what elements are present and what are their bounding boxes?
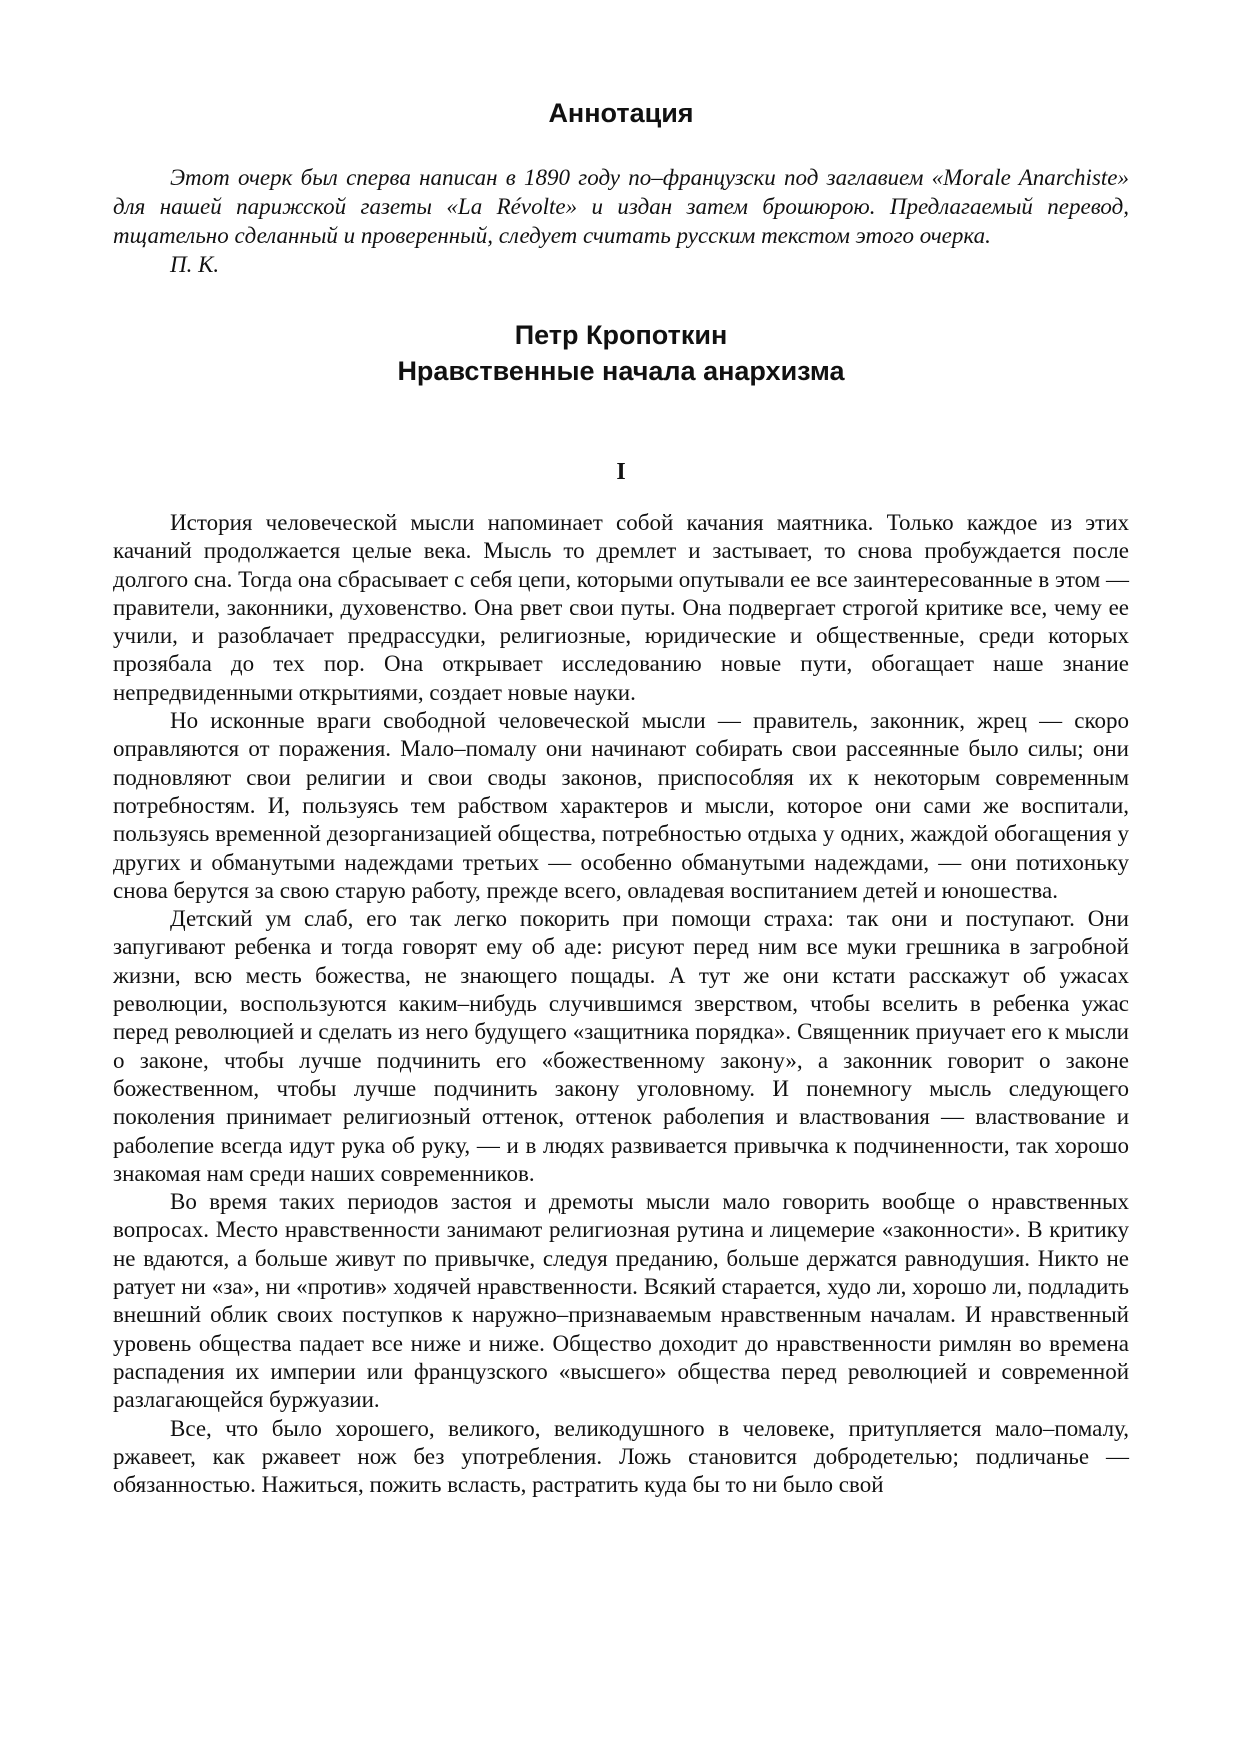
chapter-number: I (616, 459, 626, 485)
paragraph: Детский ум слаб, его так легко покорить при помощи страха: так они и поступают. Они запугивают ребенка и тогда говорят ему об аде: рисуют перед ним все муки грешника в загробной жизни, всю месть божества, не знающего пощады. А тут же они кстати расскажут об ужасах революции, воспользуются каким–нибудь случившимся зверством, чтобы вселить в ребенка ужас перед революцией и сделать из него будущего «защитника порядка». Священник приучает его к мысли о законе, чтобы лучше подчинить его «божественному закону», а законник говорит о законе божественном, чтобы лучше подчинить закону уголовному. И понемногу мысль следующего поколения принимает религиозный оттенок, оттенок раболепия и властвования — властвование и раболепие всегда идут рука об руку, — и в людях развивается привычка к подчиненности, так хорошо знакомая нам среди наших современников. (113, 906, 1129, 1186)
document-page (113, 95, 1129, 1499)
annotation-heading: Аннотация (548, 98, 694, 128)
paragraph: Но исконные враги свободной человеческой мысли — правитель, законник, жрец — скоро оправляются от поражения. Мало–помалу они начинают собирать свои рассеянные было силы; они подновляют свои религии и свои своды законов, приспособляя их к некоторым современным потребностям. И, пользуясь тем рабством характеров и мысли, которое они сами же воспитали, пользуясь временной дезорганизацией общества, потребностью отдыха у одних, жаждой обогащения у других и обманутыми надеждами третьих — особенно обманутыми надеждами, — они потихоньку снова берутся за свою старую работу, прежде всего, овладевая воспитанием детей и юношества. (113, 708, 1129, 903)
work-title: Нравственные начала анархизма (397, 356, 845, 386)
annotation-block (113, 163, 1129, 279)
annotation-signature: П. К. (170, 252, 220, 277)
title-block (113, 317, 1129, 389)
chapter-body (113, 509, 1129, 1499)
paragraph: История человеческой мысли напоминает собой качания маятника. Только каждое из этих качаний продолжается целые века. Мысль то дремлет и застывает, то снова пробуждается после долгого сна. Тогда она сбрасывает с себя цепи, которыми опутывали ее все заинтересованные в этом — правители, законники, духовенство. Она рвет свои путы. Она подвергает строгой критике все, чему ее учили, и разоблачает предрассудки, религиозные, юридические и общественные, среди которых прозябала до тех пор. Она открывает исследованию новые пути, обогащает наше знание непредвиденными открытиями, создает новые науки. (113, 510, 1129, 705)
author-name: Петр Кропоткин (514, 320, 728, 350)
annotation-text: Этот очерк был сперва написан в 1890 году по–французски под заглавием «Morale Anarchiste» для нашей парижской газеты «La Révolte» и издан затем брошюрою. Предлагаемый перевод, тщательно сделанный и проверенный, следует считать русским текстом этого очерка. (113, 165, 1129, 248)
paragraph: Все, что было хорошего, великого, великодушного в человеке, притупляется мало–помалу, ржавеет, как ржавеет нож без употребления. Ложь становится добродетелью; подличанье — обязанностью. Нажиться, пожить всласть, растратить куда бы то ни было свой (113, 1415, 1129, 1498)
paragraph: Во время таких периодов застоя и дремоты мысли мало говорить вообще о нравственных вопросах. Место нравственности занимают религиозная рутина и лицемерие «законности». В критику не вдаются, а больше живут по привычке, следуя преданию, больше держатся равнодушия. Никто не ратует ни «за», ни «против» ходячей нравственности. Всякий старается, худо ли, хорошо ли, подладить внешний облик своих поступков к наружно–признаваемым нравственным началам. И нравственный уровень общества падает все ниже и ниже. Общество доходит до нравственности римлян во времена распадения их империи или французского «высшего» общества перед революцией и современной разлагающейся буржуазии. (113, 1189, 1129, 1413)
